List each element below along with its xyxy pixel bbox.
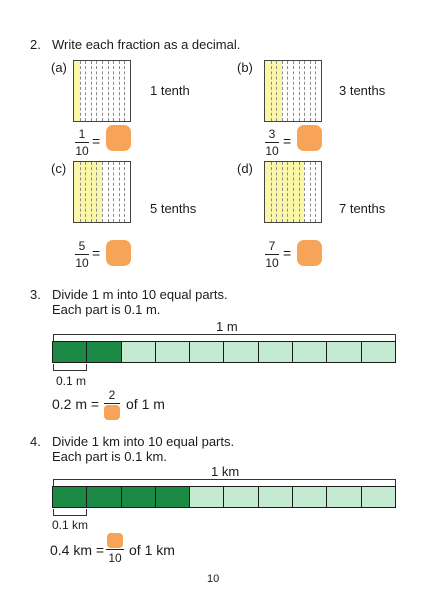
strip-segment-light: [327, 487, 361, 507]
q2a-letter: (a): [51, 60, 67, 75]
q2b-caption: 3 tenths: [339, 83, 386, 98]
fraction-bar: [265, 142, 279, 143]
grid-divider: [108, 61, 109, 121]
strip-segment-dark: [53, 342, 87, 362]
q3-total-label: 1 m: [216, 319, 238, 334]
grid-divider: [119, 61, 120, 121]
grid-divider: [282, 162, 283, 222]
q3-fraction: [104, 389, 120, 406]
grid-divider: [282, 61, 283, 121]
q2b-answer-box[interactable]: [297, 125, 322, 151]
q3-metre-strip: [52, 341, 396, 363]
fraction-bar: [75, 254, 89, 255]
q2c-answer-box[interactable]: [106, 240, 131, 266]
grid-divider: [276, 162, 277, 222]
q2d-fraction: [265, 240, 279, 269]
grid-divider: [304, 162, 305, 222]
q3-equation-left: 0.2 m =: [52, 396, 100, 412]
q2d-letter: (d): [237, 161, 253, 176]
q2b-tenths-grid: [264, 60, 322, 122]
strip-segment-light: [122, 342, 156, 362]
q4-total-brace: [53, 479, 396, 486]
strip-segment-light: [293, 342, 327, 362]
q2a-caption: 1 tenth: [150, 83, 190, 98]
fraction-bar: [106, 549, 124, 550]
grid-divider: [315, 162, 316, 222]
q4-part-label: 0.1 km: [52, 518, 89, 532]
q4-numerator-answer-box[interactable]: [107, 533, 123, 548]
fraction-bar: [265, 254, 279, 255]
q4-line1: Divide 1 km into 10 equal parts.: [52, 434, 235, 449]
grid-divider: [96, 61, 97, 121]
grid-divider: [85, 162, 86, 222]
grid-divider: [80, 61, 81, 121]
grid-divider: [108, 162, 109, 222]
equals-sign: =: [92, 133, 101, 149]
q2-instruction: Write each fraction as a decimal.: [52, 37, 241, 52]
grid-divider: [113, 162, 114, 222]
strip-segment-light: [224, 342, 258, 362]
shaded-tenths: [265, 61, 282, 121]
grid-divider: [80, 162, 81, 222]
q2d-denominator: 10: [265, 256, 279, 270]
q2b-fraction: [265, 128, 279, 157]
q2a-answer-box[interactable]: [106, 125, 131, 151]
q4-number: 4.: [30, 434, 41, 449]
q4-denominator: 10: [108, 551, 122, 565]
equals-sign: =: [92, 245, 101, 261]
grid-divider: [299, 61, 300, 121]
q2a-fraction: [75, 128, 89, 157]
strip-segment-light: [156, 342, 190, 362]
q2c-fraction: [75, 240, 89, 269]
q2d-tenths-grid: [264, 161, 322, 223]
grid-divider: [293, 162, 294, 222]
fraction-bar: [75, 142, 89, 143]
q2a-numerator: 1: [78, 127, 86, 141]
strip-segment-light: [190, 487, 224, 507]
q2b-letter: (b): [237, 60, 253, 75]
strip-segment-dark: [87, 342, 121, 362]
grid-divider: [310, 61, 311, 121]
strip-segment-light: [362, 342, 395, 362]
q2-number: 2.: [30, 37, 41, 52]
strip-segment-light: [259, 487, 293, 507]
q4-equation-left: 0.4 km =: [50, 542, 105, 558]
q2b-numerator: 3: [268, 127, 276, 141]
q4-line2: Each part is 0.1 km.: [52, 449, 167, 464]
q2a-tenths-grid: [73, 60, 131, 122]
strip-segment-light: [327, 342, 361, 362]
q3-part-brace: [53, 364, 87, 371]
q3-numerator: 2: [108, 388, 116, 402]
strip-segment-light: [190, 342, 224, 362]
grid-divider: [315, 61, 316, 121]
grid-divider: [124, 61, 125, 121]
q2d-numerator: 7: [268, 239, 276, 253]
grid-divider: [299, 162, 300, 222]
shaded-tenths: [74, 162, 102, 222]
strip-segment-dark: [122, 487, 156, 507]
q2c-numerator: 5: [78, 239, 86, 253]
grid-divider: [91, 61, 92, 121]
page-number: 10: [207, 573, 220, 585]
q4-kilometre-strip: [52, 486, 396, 508]
grid-divider: [271, 61, 272, 121]
q3-denominator-answer-box[interactable]: [104, 405, 120, 420]
strip-segment-dark: [87, 487, 121, 507]
strip-segment-dark: [53, 487, 87, 507]
q3-total-brace: [53, 334, 396, 341]
q3-line2: Each part is 0.1 m.: [52, 302, 161, 317]
strip-segment-light: [362, 487, 395, 507]
grid-divider: [310, 162, 311, 222]
q2d-caption: 7 tenths: [339, 201, 386, 216]
q2d-answer-box[interactable]: [297, 240, 322, 266]
grid-divider: [124, 162, 125, 222]
q3-equation-right: of 1 m: [126, 396, 165, 412]
grid-divider: [113, 61, 114, 121]
q4-part-brace: [53, 509, 87, 516]
grid-divider: [276, 61, 277, 121]
grid-divider: [287, 162, 288, 222]
grid-divider: [271, 162, 272, 222]
q2b-denominator: 10: [265, 144, 279, 158]
strip-segment-light: [224, 487, 258, 507]
q3-part-label: 0.1 m: [56, 374, 87, 388]
grid-divider: [96, 162, 97, 222]
fraction-bar: [104, 403, 120, 404]
grid-divider: [102, 162, 103, 222]
grid-divider: [91, 162, 92, 222]
q2c-letter: (c): [51, 161, 67, 176]
q4-equation-right: of 1 km: [129, 542, 175, 558]
q3-line1: Divide 1 m into 10 equal parts.: [52, 287, 228, 302]
grid-divider: [102, 61, 103, 121]
q2c-tenths-grid: [73, 161, 131, 223]
q3-number: 3.: [30, 287, 41, 302]
strip-segment-dark: [156, 487, 190, 507]
grid-divider: [119, 162, 120, 222]
grid-divider: [304, 61, 305, 121]
grid-divider: [287, 61, 288, 121]
grid-divider: [85, 61, 86, 121]
grid-divider: [293, 61, 294, 121]
strip-segment-light: [259, 342, 293, 362]
q2c-denominator: 10: [75, 256, 89, 270]
q4-fraction: [106, 549, 124, 564]
q2c-caption: 5 tenths: [150, 201, 197, 216]
q4-total-label: 1 km: [211, 464, 240, 479]
equals-sign: =: [283, 245, 292, 261]
strip-segment-light: [293, 487, 327, 507]
q2a-denominator: 10: [75, 144, 89, 158]
equals-sign: =: [283, 133, 292, 149]
